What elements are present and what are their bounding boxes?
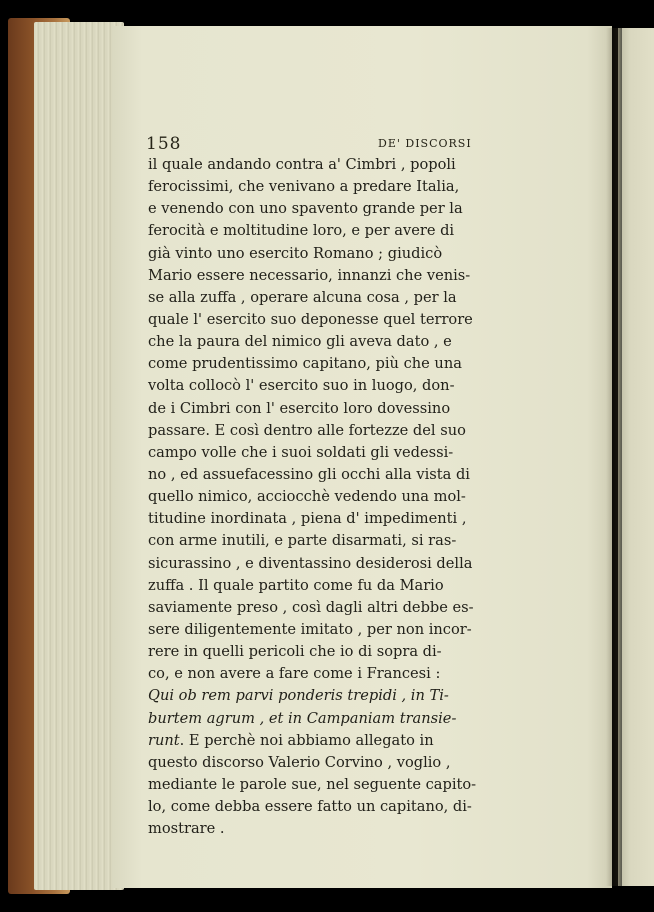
page-header — [146, 134, 486, 154]
text-line: come prudentissimo capitano, più che una — [148, 355, 462, 373]
text-line: con arme inutili, e parte disarmati, si ras- — [148, 532, 457, 550]
text-line: titudine inordinata , piena d' impedimenti , — [148, 510, 467, 528]
text-line: Mario essere necessario, innanzi che venis- — [148, 266, 471, 284]
text-line: ferocissimi, che venivano a predare Italia, — [148, 178, 460, 196]
latin-quote-line: Qui ob rem parvi ponderis trepidi , in Ti- — [148, 687, 449, 705]
text-line: già vinto uno esercito Romano ; giudicò — [148, 244, 443, 262]
text-line: mediante le parole sue, nel seguente capito- — [148, 775, 477, 793]
text-line: saviamente preso , così dagli altri debbe es- — [148, 598, 474, 616]
body-text — [148, 154, 584, 840]
text-line: il quale andando contra a' Cimbri , popoli — [148, 156, 456, 173]
text-line: questo discorso Valerio Corvino , voglio , — [148, 753, 451, 771]
text-line: de i Cimbri con l' esercito loro dovessino — [148, 399, 451, 417]
text-line: se alla zuffa , operare alcuna cosa , per la — [148, 288, 457, 306]
page-stack-edges — [34, 22, 124, 890]
text-line: quello nimico, acciocchè vedendo una mol- — [148, 488, 466, 506]
text-line: volta collocò l' esercito suo in luogo, don- — [148, 377, 455, 395]
facing-page — [618, 28, 654, 886]
text-line: sicurassino , e diventassino desiderosi della — [148, 554, 473, 572]
text-line: passare. E così dentro alle fortezze del suo — [148, 421, 466, 439]
page-number: 158 — [146, 134, 182, 154]
text-line: sere diligentemente imitato , per non incor- — [148, 620, 472, 638]
text-line-remainder: . E perchè noi abbiamo allegato in — [179, 731, 434, 749]
running-head: DE' DISCORSI — [378, 137, 472, 150]
text-line: lo, come debba essere fatto un capitano, di- — [148, 798, 472, 816]
latin-quote-line: burtem agrum , et in Campaniam transie- — [148, 709, 457, 727]
text-line: mostrare . — [148, 820, 225, 838]
text-line: che la paura del nimico gli aveva dato , e — [148, 333, 452, 351]
text-line: quale l' esercito suo deponesse quel terrore — [148, 310, 473, 328]
text-line: zuffa . Il quale partito come fu da Mario — [148, 576, 444, 594]
gutter-shadow — [606, 28, 622, 886]
text-line: no , ed assuefacessino gli occhi alla vista di — [148, 465, 470, 483]
text-line — [148, 730, 584, 752]
latin-quote-end: runt — [148, 731, 180, 749]
text-line: campo volle che i suoi soldati gli vedessi- — [148, 443, 454, 461]
text-line: co, e non avere a fare come i Francesi : — [148, 665, 441, 683]
text-line: e venendo con uno spavento grande per la — [148, 200, 463, 218]
text-line: rere in quelli pericoli che io di sopra di- — [148, 643, 442, 661]
text-line: ferocità e moltitudine loro, e per avere di — [148, 222, 455, 240]
